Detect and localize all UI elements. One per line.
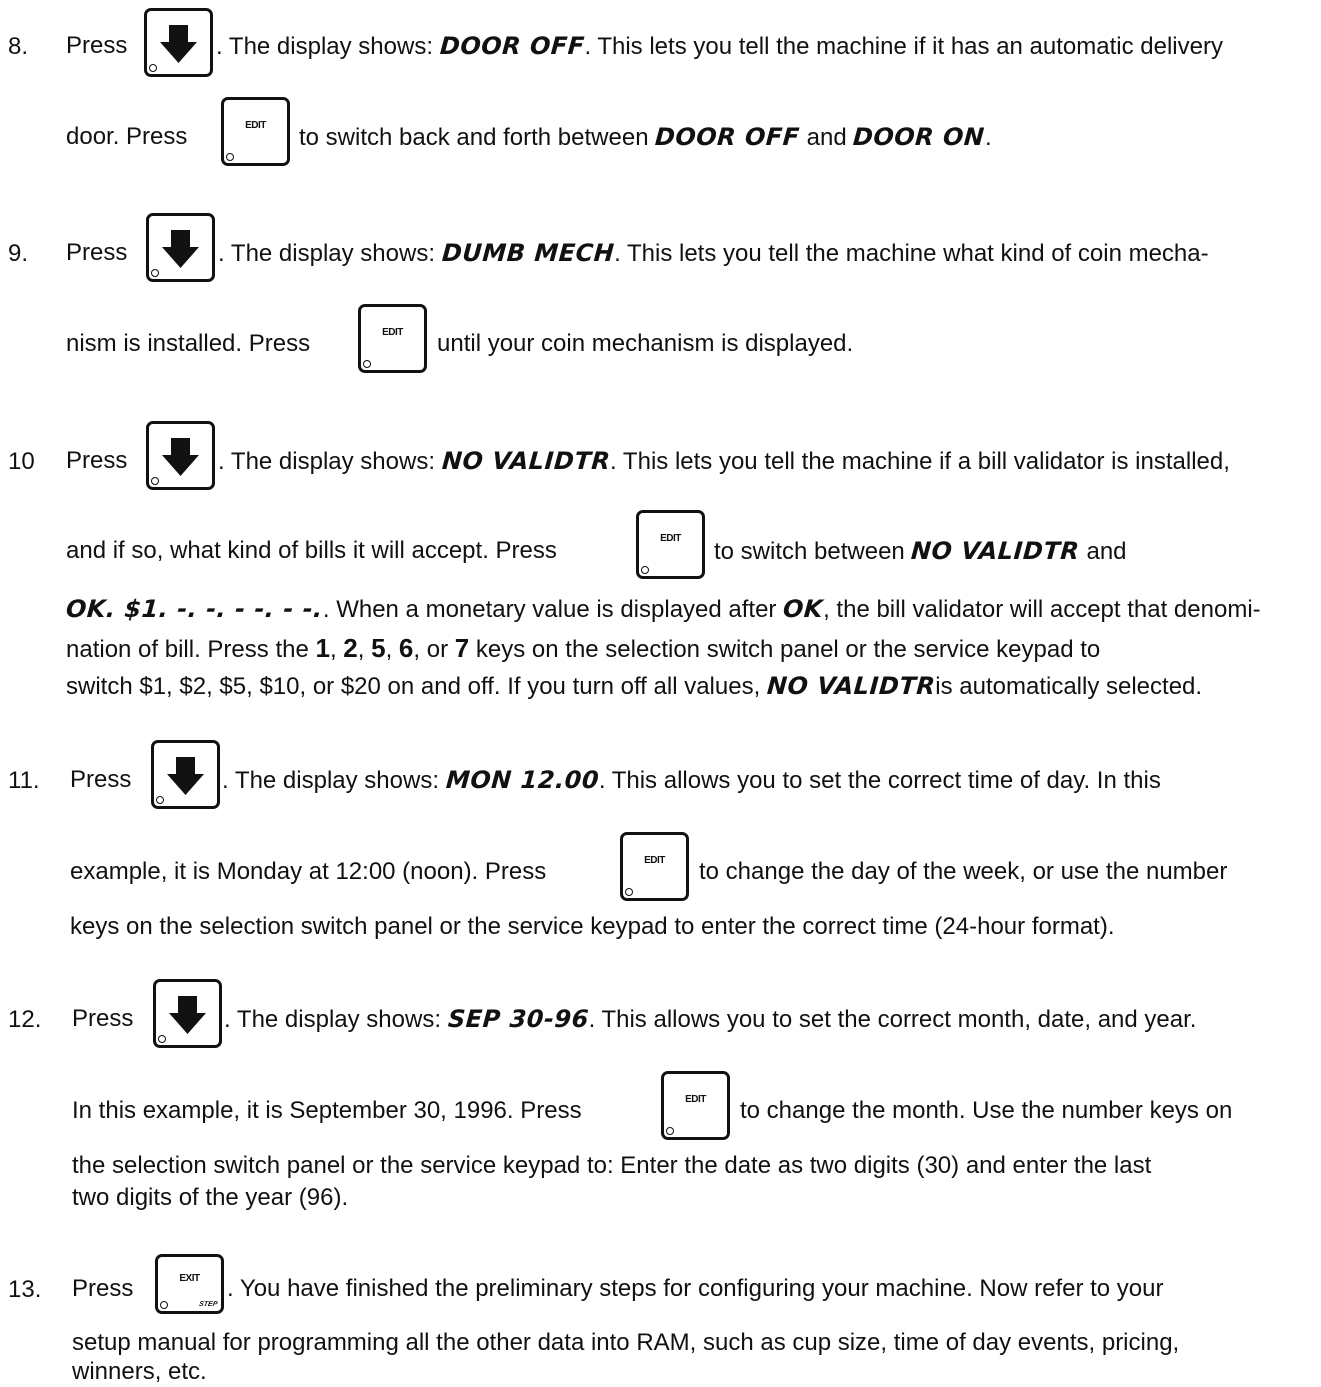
step-number: 10 bbox=[8, 448, 35, 475]
key-number: 6 bbox=[398, 633, 414, 663]
step-text: . This lets you tell the machine what kind of coin mecha- bbox=[614, 240, 1209, 267]
step-text: . When a monetary value is displayed after bbox=[322, 596, 777, 623]
display-readout: SEP 30-96 bbox=[446, 1005, 590, 1033]
display-readout: NO VALIDTR bbox=[910, 537, 1081, 565]
step-text: . The display shows: bbox=[222, 767, 439, 794]
display-readout: DUMB MECH bbox=[440, 239, 616, 267]
edit-key-icon: EDIT bbox=[358, 304, 427, 373]
step-text: setup manual for programming all the other data into RAM, such as cup size, time of day events, pricing, bbox=[72, 1329, 1180, 1356]
key-number: 1 bbox=[315, 633, 330, 663]
step-text: door. Press bbox=[66, 123, 188, 150]
step-text: switch $1, $2, $5, $10, or $20 on and off. If you turn off all values, bbox=[66, 673, 761, 700]
display-readout: NO VALIDTR bbox=[440, 447, 612, 475]
step-text: , bbox=[385, 636, 393, 663]
key-number: 2 bbox=[343, 633, 358, 663]
step-text: , the bill validator will accept that denomi- bbox=[823, 596, 1261, 623]
step-number: 12. bbox=[8, 1006, 42, 1033]
step-text: . This allows you to set the correct month, date, and year. bbox=[588, 1006, 1197, 1033]
step-text: Press bbox=[66, 447, 128, 474]
step-text: to change the month. Use the number keys on bbox=[740, 1097, 1233, 1124]
step-text: , bbox=[357, 636, 365, 663]
step-text: . This allows you to set the correct time of day. In this bbox=[598, 767, 1161, 794]
step-text: winners, etc. bbox=[72, 1358, 207, 1385]
step-text: to switch back and forth between bbox=[299, 124, 649, 151]
step-text: is automatically selected. bbox=[935, 673, 1203, 700]
display-readout: DOOR OFF bbox=[438, 32, 586, 60]
step-text: and bbox=[806, 124, 847, 151]
step-text: . The display shows: bbox=[218, 448, 435, 475]
step-text: and if so, what kind of bills it will accept. Press bbox=[66, 537, 557, 564]
step-number: 8. bbox=[8, 33, 29, 60]
exit-key-icon: EXIT STEP bbox=[155, 1254, 224, 1314]
step-number: 13. bbox=[8, 1276, 42, 1303]
display-readout: OK. $1. -. -. - -. - -. bbox=[65, 595, 324, 623]
step-text: to change the day of the week, or use the number bbox=[699, 858, 1228, 885]
edit-key-icon: EDIT bbox=[221, 97, 290, 166]
edit-key-icon: EDIT bbox=[620, 832, 689, 901]
step-text: , or bbox=[413, 636, 449, 663]
display-readout: NO VALIDTR bbox=[765, 672, 937, 700]
down-arrow-key-icon bbox=[144, 8, 213, 77]
display-readout: MON 12.00 bbox=[444, 766, 600, 794]
step-text: nism is installed. Press bbox=[66, 330, 311, 357]
edit-key-icon: EDIT bbox=[661, 1071, 730, 1140]
down-arrow-key-icon bbox=[146, 213, 215, 282]
step-text: keys on the selection switch panel or the service keypad to enter the correct time (24-hour format). bbox=[70, 913, 1115, 940]
step-text: Press bbox=[72, 1005, 134, 1032]
step-text: . This lets you tell the machine if it has an automatic delivery bbox=[584, 33, 1223, 60]
step-text: Press bbox=[66, 239, 128, 266]
step-text: to switch between bbox=[714, 538, 905, 565]
key-number: 7 bbox=[454, 633, 470, 663]
step-text: . bbox=[984, 124, 992, 151]
step-text: Press bbox=[72, 1275, 134, 1302]
step-text: , bbox=[329, 636, 337, 663]
step-text: Press bbox=[70, 766, 132, 793]
step-text: until your coin mechanism is displayed. bbox=[437, 330, 854, 357]
step-text: . This lets you tell the machine if a bill validator is installed, bbox=[610, 448, 1230, 475]
step-text: two digits of the year (96). bbox=[72, 1184, 349, 1211]
down-arrow-key-icon bbox=[146, 421, 215, 490]
step-text: . The display shows: bbox=[218, 240, 435, 267]
step-text: . The display shows: bbox=[216, 33, 433, 60]
step-text: the selection switch panel or the service keypad to: Enter the date as two digits (30) and enter the last bbox=[72, 1152, 1152, 1179]
step-text: and bbox=[1086, 538, 1127, 565]
key-number: 5 bbox=[371, 633, 386, 663]
display-readout: OK bbox=[782, 595, 825, 623]
edit-key-icon: EDIT bbox=[636, 510, 705, 579]
display-readout: DOOR OFF bbox=[654, 123, 801, 151]
step-text: nation of bill. Press the bbox=[66, 636, 309, 663]
down-arrow-key-icon bbox=[151, 740, 220, 809]
down-arrow-key-icon bbox=[153, 979, 222, 1048]
step-text: Press bbox=[66, 32, 128, 59]
step-number: 9. bbox=[8, 240, 29, 267]
step-text: In this example, it is September 30, 1996. Press bbox=[72, 1097, 582, 1124]
step-number: 11. bbox=[8, 767, 40, 794]
step-text: . You have finished the preliminary steps for configuring your machine. Now refer to your bbox=[227, 1275, 1164, 1302]
display-readout: DOOR ON bbox=[852, 123, 986, 151]
step-text: keys on the selection switch panel or the service keypad to bbox=[475, 636, 1101, 663]
step-text: example, it is Monday at 12:00 (noon). Press bbox=[70, 858, 547, 885]
step-text: . The display shows: bbox=[224, 1006, 441, 1033]
